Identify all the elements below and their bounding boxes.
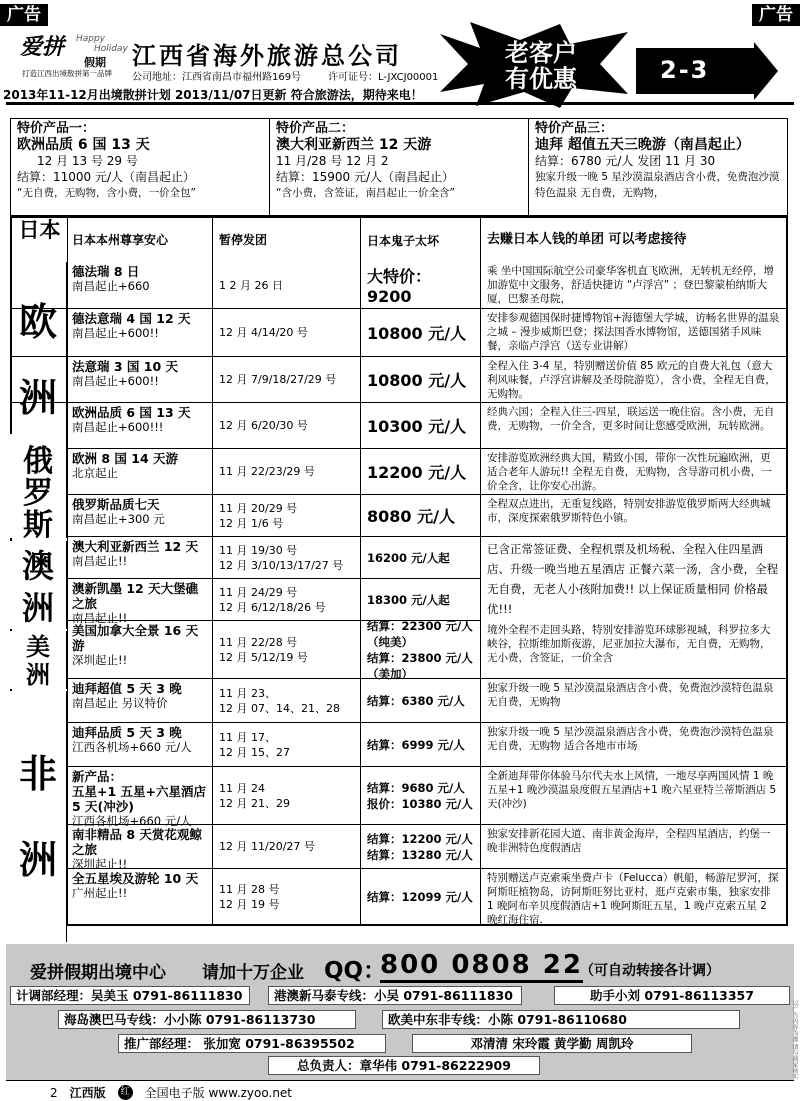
footer-add: 请加十万企业 (202, 963, 304, 983)
table-row (12, 308, 786, 356)
tour-name-cell (67, 579, 212, 625)
tour-desc: 乘 坐中国国际航空公司豪华客机直飞欧洲，无转机无经停，增加游览中文服务，舒适快捷访 “卢浮宫” ；登巴黎蒙柏纳斯大厦，巴黎圣母院， (480, 262, 786, 308)
tour-desc: 独家安排新花园大道、南非黄金海岸，全程四星酒店，约堡一晚非洲特色度假酒店 (480, 825, 786, 868)
tour-dates: 11 月 19/30 号 12 月 3/10/13/17/27 号 (212, 537, 360, 578)
region-japan: 日本 (18, 218, 61, 242)
tour-price: 日本鬼子太坏 (360, 218, 480, 262)
region-russia (10, 434, 67, 538)
page-footer-line (6, 1080, 794, 1081)
tour-name-cell (67, 723, 212, 766)
tour-dates: 暂停发团 (212, 218, 360, 262)
tour-name-cell (67, 869, 212, 924)
logo-cn2: 假期 (84, 56, 106, 69)
tour-name-cell (67, 357, 212, 402)
promo-name: 迪拜 超值五天三晚游（南昌起止） (535, 137, 750, 153)
tour-price: 结算：12200 元/人 结算：13280 元/人 (360, 825, 480, 868)
tour-price: 结算：6999 元/人 (360, 723, 480, 766)
tour-origin: 北京起止 (72, 466, 118, 480)
contact-4: 海岛澳巴马专线：小小陈 0791-86113730 (58, 1010, 356, 1029)
table-row (12, 494, 786, 536)
promo-price: 结算：6780 元/人 发团 11 月 30 (535, 154, 716, 168)
tour-desc: 独家升级一晚 5 星沙漠温泉酒店含小费，免费泡沙漠特色温泉 无自费，无购物 (480, 679, 786, 722)
tour-origin: 南昌起止 另议特价 (72, 696, 168, 710)
region-africa (10, 691, 67, 942)
tour-origin: 南昌起止+660 (72, 279, 150, 293)
tour-name-cell (67, 309, 212, 356)
tour-price: 18300 元/人起 (360, 579, 480, 620)
promo-title: 特价产品二： (276, 121, 355, 136)
tour-name-cell (67, 825, 212, 871)
footer-qq[interactable]: 800 0808 22 (380, 950, 583, 983)
table-row (12, 766, 786, 828)
promo-dates: 12 月 13 号 29 号 (37, 154, 138, 168)
tour-name: 南非精品 8 天赏花观鲸之旅 (72, 827, 202, 857)
tour-name-cell (67, 537, 212, 578)
contact-7: 邓清清 宋玲霞 黄学勤 周凯玲 (412, 1034, 692, 1053)
logo-en1: Happy (76, 34, 106, 44)
tour-desc: 安排游览欧洲经典大国，精致小国，带你一次性玩遍欧洲，更适合老年人游玩!! 全程无自费，无购物，含导游司机小费，一价全含，让你安心出游。 (480, 449, 786, 494)
tour-name-cell (67, 679, 212, 722)
promo-name: 欧洲品质 6 国 13 天 (17, 137, 150, 153)
tour-dates: 12 月 7/9/18/27/29 号 (212, 357, 360, 402)
logo-cn: 爱拼 (20, 34, 65, 60)
tour-name-cell (67, 621, 212, 678)
tour-name-cell (67, 403, 212, 448)
region-america (10, 631, 67, 689)
tour-price: 结算：12099 元/人 (360, 869, 480, 924)
page-footer (50, 1084, 292, 1101)
tour-origin: 南昌起止!! (72, 554, 128, 568)
region-text: 欧洲 (18, 300, 57, 420)
table-row (12, 868, 786, 924)
tour-origin: 广州起止!! (72, 886, 128, 900)
tour-name: 欧洲品质 6 国 13 天 (72, 405, 191, 420)
tour-price: 结算：9680 元/人 报价：10380 元/人 (360, 767, 480, 824)
tour-name: 欧洲 8 国 14 天游 (72, 451, 178, 466)
table-row (12, 722, 786, 766)
tour-name: 日本本州尊享安心 (67, 218, 212, 262)
edition: 江西版 (69, 1086, 106, 1100)
tour-name: 迪拜品质 5 天 3 晚 (72, 725, 182, 740)
header-divider (6, 102, 794, 105)
site-url[interactable]: 全国电子版 www.zyoo.net (144, 1086, 293, 1100)
contact-2: 港澳新马泰专线：小吴 0791-86111830 (268, 986, 522, 1005)
tour-price: 10300 元/人 (360, 403, 480, 448)
table-row-japan (12, 218, 786, 262)
tour-price: 结算：6380 元/人 (360, 679, 480, 722)
tour-dates: 11 月 23、 12 月 07、14、21、28 (212, 679, 360, 722)
tour-name: 新产品： 五星+1 五星+六星酒店 5 天(冲沙) (72, 769, 206, 814)
tour-desc: 经典六国；全程入住三-四星，联运送一晚住宿。含小费，无自费，无购物，一价全含，更多时间让您感受欧洲，玩转欧洲。 (480, 403, 786, 448)
promo-name: 澳大利亚新西兰 12 天游 (276, 137, 432, 153)
tour-origin: 江西各机场+660 元/人 (72, 814, 192, 828)
table-row (12, 678, 786, 722)
promo-3 (529, 119, 787, 215)
promo-note: “无自费，无购物，含小费，一价全包” (17, 187, 196, 199)
tour-name: 全五星埃及游轮 10 天 (72, 871, 199, 886)
promo-title: 特价产品三： (535, 121, 614, 136)
tour-origin: 江西各机场+660 元/人 (72, 740, 192, 754)
region-text: 美洲 (26, 633, 50, 689)
tour-dates: 11 月 28 号 12 月 19 号 (212, 869, 360, 924)
promo-2 (270, 119, 529, 215)
table-row (12, 402, 786, 448)
region-text: 非洲 (18, 752, 57, 882)
tour-name: 法意瑞 3 国 10 天 (72, 359, 178, 374)
banner-text (486, 40, 596, 92)
tour-price: 大特价：9200 (360, 262, 480, 308)
tour-origin: 南昌起止+300 元 (72, 512, 165, 526)
tour-dates: 11 月 20/29 号 12 月 1/6 号 (212, 495, 360, 536)
ad-label-right: 广告 (752, 4, 800, 26)
tour-name: 德法意瑞 4 国 12 天 (72, 311, 191, 326)
tour-dates: 12 月 4/14/20 号 (212, 309, 360, 356)
tour-name: 俄罗斯品质七天 (72, 497, 160, 512)
contact-1: 计调部经理：吴美玉 0791-86111830 (10, 986, 250, 1005)
tour-desc: 去赚日本人钱的单团 可以考虑接待 (480, 218, 786, 262)
promo-1 (11, 119, 270, 215)
tour-desc: 全新迪拜带你体验马尔代夫水上风情，一地尽享两国风情 1 晚五星+1 晚沙漠温泉度假五星酒店+1 晚六星亚特兰蒂斯酒店 5 天(冲沙) (480, 767, 786, 824)
table-row (12, 356, 786, 402)
footer-qq-note: （可自动转接各计调） (580, 963, 720, 979)
tour-desc: 全程入住 3-4 星，特别赠送价值 85 欧元的自费大礼包（意大利风味餐，卢浮宫讲解及圣母院游览），含小费，全程无自费，无购物。 (480, 357, 786, 402)
contact-6: 推广部经理： 张加宽 0791-86395502 (118, 1034, 386, 1053)
banner-line1: 老客户 (505, 38, 577, 67)
table-row (12, 262, 786, 308)
tour-price: 8080 元/人 (360, 495, 480, 536)
tour-name: 澳新凯墨 12 天大堡礁之旅 (72, 581, 199, 611)
company-address: 公司地址：江西省南昌市福州路169号 (132, 72, 302, 83)
page-ref: 2-3 (660, 56, 710, 84)
table-row (12, 824, 786, 871)
tour-name-cell (67, 767, 212, 828)
tour-origin: 南昌起止+600!!! (72, 420, 164, 434)
page-number: 2 (50, 1085, 58, 1100)
logo-slogan: 打造江西出境散拼第一品牌 (22, 69, 112, 78)
tour-dates: 11 月 17、 12 月 15、27 (212, 723, 360, 766)
company-license: 许可证号：L-JXCJ00001 (328, 72, 439, 83)
contact-footer (6, 944, 794, 1080)
tour-name: 迪拜超值 5 天 3 晚 (72, 681, 182, 696)
promo-title: 特价产品一： (17, 121, 96, 136)
tour-price: 10800 元/人 (360, 357, 480, 402)
tour-name-cell (67, 495, 212, 536)
region-text: 俄罗斯 (23, 444, 53, 538)
tour-origin: 南昌起止!! (72, 611, 128, 625)
contact-8: 总负责人：章华伟 0791-86222909 (268, 1056, 540, 1075)
tour-desc: 境外全程不走回头路，特别安排游览环球影视城，科罗拉多大峡谷，拉斯维加斯夜游，尼亚加拉大瀑布，无自费，无购物，无小费，含签证，一价全含 (480, 621, 786, 678)
promo-panel (10, 118, 788, 216)
tour-dates: 11 月 22/23/29 号 (212, 449, 360, 494)
tour-name: 美国加拿大全景 16 天游 (72, 623, 199, 653)
footer-center: 爱拼假期出境中心 (30, 963, 166, 983)
promo-price: 结算：11000 元/人（南昌起止） (17, 170, 196, 184)
tour-dates: 1 2 月 26 日 (212, 262, 360, 308)
company-name: 江西省海外旅游总公司 (132, 42, 402, 70)
tour-dates: 11 月 22/28 号 12 月 5/12/19 号 (212, 621, 360, 678)
tour-origin: 深圳起止!! (72, 857, 128, 871)
footer-qq-label: QQ： (324, 958, 387, 984)
tour-origin: 南昌起止+600!! (72, 326, 159, 340)
logo-en2: Holiday (94, 44, 128, 54)
red-logo-icon: 红 (118, 1085, 133, 1100)
tour-desc: 已含正常签证费、全程机票及机场税、全程入住四星酒店、升级一晚当地五星酒店 正餐六菜一汤，含小费，全程无自费，无老人小孩附加费!! 以上保证质量相同 价格最优!!! (480, 537, 786, 621)
promo-note: “含小费，含签证，南昌起止一价全含” (276, 187, 455, 199)
table-row (12, 448, 786, 494)
contact-3: 助手小刘 0791-86113357 (554, 986, 790, 1005)
tour-name: 德法瑞 8 日 (72, 264, 140, 279)
region-text: 澳洲 (21, 547, 54, 627)
tour-dates: 11 月 24 12 月 21、29 (212, 767, 360, 824)
tour-rows (12, 262, 786, 924)
tour-desc: 全程双点进出，无重复线路，特别安排游览俄罗斯两大经典城市，深度探索俄罗斯特色小镇。 (480, 495, 786, 536)
schedule-strip: 2013年11-12月出境散拼计划 2013/11/07日更新 符合旅游法，期待来电！ (3, 88, 423, 102)
tour-price: 12200 元/人 (360, 449, 480, 494)
promo-price: 结算：15900 元/人（南昌起止） (276, 170, 455, 184)
tour-name-cell (67, 449, 212, 494)
banner-line2: 有优惠 (505, 64, 577, 93)
tour-origin: 南昌起止+600!! (72, 374, 159, 388)
logo (20, 30, 130, 69)
tour-price: 结算：22300 元/人（纯美） 结算：23800 元/人（美加） (360, 621, 480, 678)
tour-price: 10800 元/人 (360, 309, 480, 356)
promo-note: 独家升级一晚 5 星沙漠温泉酒店含小费，免费泡沙漠特色温泉 无自费，无购物， (535, 171, 780, 199)
tour-dates: 12 月 11/20/27 号 (212, 825, 360, 868)
tour-desc: 特别赠送卢克索乘坐费卢卡（Felucca）帆船，畅游尼罗河，探阿斯旺植物岛，访阿斯旺努比亚村，逛卢克索市集，独家安排 1 晚阿布辛贝度假酒店+1 晚阿斯旺五星，1 晚卢克索五星 2 晚红海住宿. (480, 869, 786, 924)
tour-name: 澳大利亚新西兰 12 天 (72, 539, 199, 554)
contact-5: 欧美中东非专线：小陈 0791-86110680 (382, 1010, 740, 1029)
tour-dates: 12 月 6/20/30 号 (212, 403, 360, 448)
tour-price: 16200 元/人起 (360, 537, 480, 578)
tour-table (10, 216, 788, 926)
region-aus (10, 541, 67, 629)
promo-dates: 11 月/28 号 12 月 2 (276, 154, 389, 168)
tour-origin: 深圳起止!! (72, 653, 128, 667)
ad-label-left: 广告 (0, 4, 48, 26)
tour-desc: 安排参观德国保时捷博物馆+海德堡大学城，访畅名世界的温泉之城 – 漫步威斯巴登；探法国香水博物馆，送德国猪手风味餐，亲临卢浮宫（送专业讲解） (480, 309, 786, 356)
tour-desc: 独家升级一晚 5 星沙漠温泉酒店含小费，免费泡沙漠特色温泉 无自费，无购物 适合各地市市场 (480, 723, 786, 766)
tour-dates: 11 月 24/29 号 12 月 6/12/18/26 号 (212, 579, 360, 620)
side-note: 以广告内容为准 请与商家核实 (791, 1000, 798, 1080)
tour-name-cell (67, 262, 212, 308)
